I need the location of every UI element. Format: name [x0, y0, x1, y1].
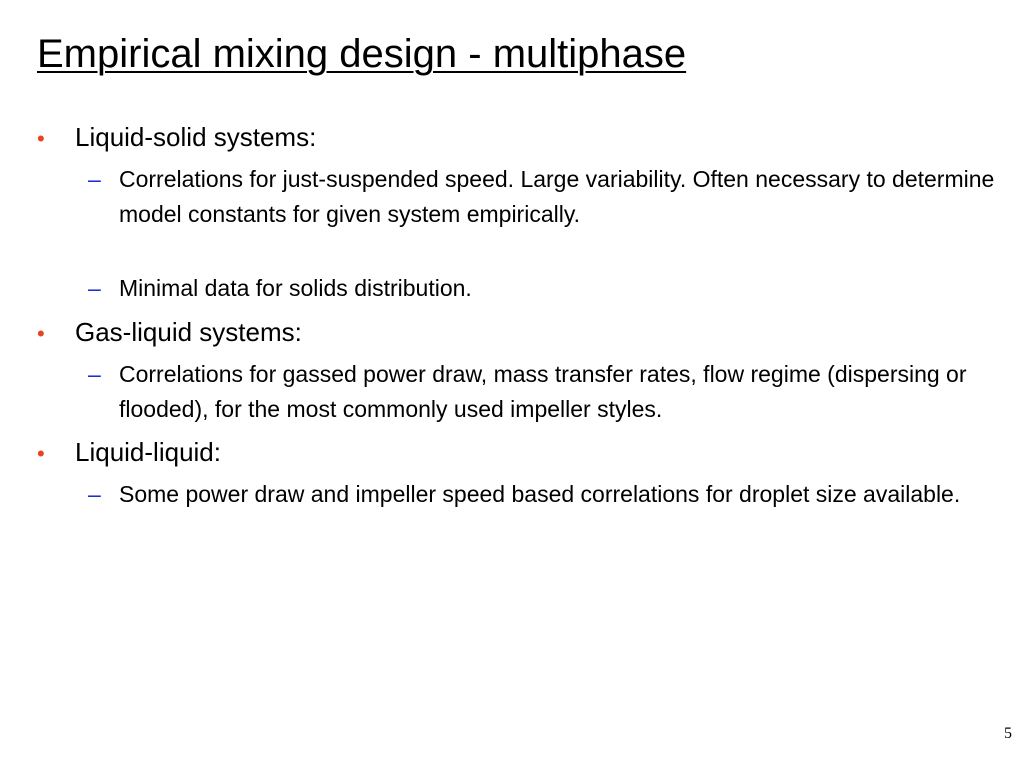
dash-icon: –: [88, 481, 101, 507]
dash-icon: –: [88, 166, 101, 192]
sub-bullet-item: [88, 477, 998, 512]
bullet-heading: Gas-liquid systems:: [75, 317, 302, 347]
bullet-icon: •: [37, 321, 45, 346]
sub-bullet-text: Some power draw and impeller speed based correlations for droplet size available.: [119, 481, 961, 507]
slide-title: Empirical mixing design - multiphase: [37, 32, 687, 76]
dash-icon: –: [88, 361, 101, 387]
page-number: 5: [1004, 725, 1012, 742]
sub-bullet-text: Correlations for just-suspended speed. Large variability. Often necessary to determine model constants for given system empirically.: [119, 166, 995, 227]
bullet-heading: Liquid-liquid:: [75, 437, 221, 467]
bullet-heading: Liquid-solid systems:: [75, 122, 317, 152]
sub-bullet-item: [88, 357, 998, 427]
bullet-icon: •: [37, 441, 45, 466]
sub-bullet-text: Minimal data for solids distribution.: [119, 275, 472, 301]
bullet-item-liquid-solid: [37, 121, 316, 155]
bullet-icon: •: [37, 126, 45, 151]
sub-bullet-item: [88, 271, 998, 306]
sub-bullet-text: Correlations for gassed power draw, mass transfer rates, flow regime (dispersing or flooded), for the most commonly used impeller styles.: [119, 361, 967, 422]
sub-bullet-item: [88, 162, 998, 232]
bullet-item-liquid-liquid: [37, 436, 221, 470]
bullet-item-gas-liquid: [37, 316, 302, 350]
dash-icon: –: [88, 275, 101, 301]
